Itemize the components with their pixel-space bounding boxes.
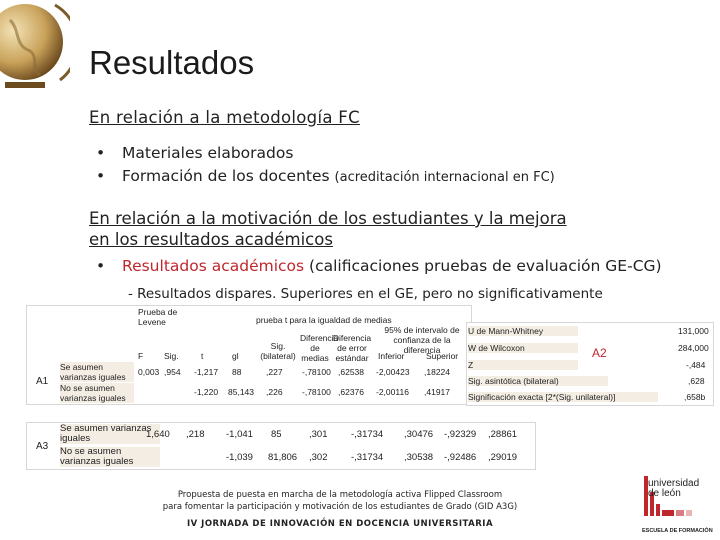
mann-whitney-table: A2 U de Mann-Whitney 131,000 W de Wilcoxon 284,000 Z -,484 Sig. asintótica (bilateral) ,628 Significación exacta [2*(Sig. unilateral)] ,658b <box>466 322 714 406</box>
globe-icon <box>0 0 70 100</box>
university-logo: universidad de león ESCUELA DE FORMACIÓN <box>640 474 715 536</box>
ttest-table-a1: Prueba de Levene prueba t para la igualdad de medias 95% de intervalo de confianza de la diferencia F Sig. t gl Sig. (bilateral) Diferencia de medias Diferencia de error estándar Inferior Superior A1 Se asumen varianzas iguales No se asumen varianzas iguales 0,003 ,954 -1,217 88 ,227 -,78100 ,62538 -2,00423 ,18224 -1,220 85,143 ,226 -,78100 ,62376 -2,00116 ,41917 <box>26 305 472 405</box>
bullet-icon: • <box>96 257 106 275</box>
section-heading-methodology: En relación a la metodología FC <box>89 108 360 127</box>
bullet-icon: • <box>96 167 106 185</box>
results-note: - Resultados dispares. Superiores en el GE, pero no significativamente <box>128 286 603 302</box>
footer-line3: IV JORNADA DE INNOVACIÓN EN DOCENCIA UNIVERSITARIA <box>186 519 494 529</box>
bullet-materials: • Materiales elaborados <box>96 144 294 162</box>
page-title: Resultados <box>89 44 255 81</box>
bullet-results: • Resultados académicos (calificaciones pruebas de evaluación GE-CG) <box>96 257 662 275</box>
bullet-training: • Formación de los docentes (acreditación internacional en FC) <box>96 167 555 185</box>
ttest-table-a3: A3 Se asumen varianzas iguales No se asumen varianzas iguales 1,640 ,218 -1,041 85 ,301 -,31734 ,30476 -,92329 ,28861 -1,039 81,806 ,302 -,31734 ,30538 -,92486 ,29019 <box>26 422 536 470</box>
footer-line2: para fomentar la participación y motivación de los estudiantes de Grado (GID A3G) <box>162 502 518 512</box>
a2-label: A2 <box>592 346 607 360</box>
footer-line1: Propuesta de puesta en marcha de la metodología activa Flipped Classroom <box>177 490 503 500</box>
bullet-icon: • <box>96 144 106 162</box>
section-heading-motivation: En relación a la motivación de los estudiantes y la mejora en los resultados académicos <box>89 209 567 249</box>
